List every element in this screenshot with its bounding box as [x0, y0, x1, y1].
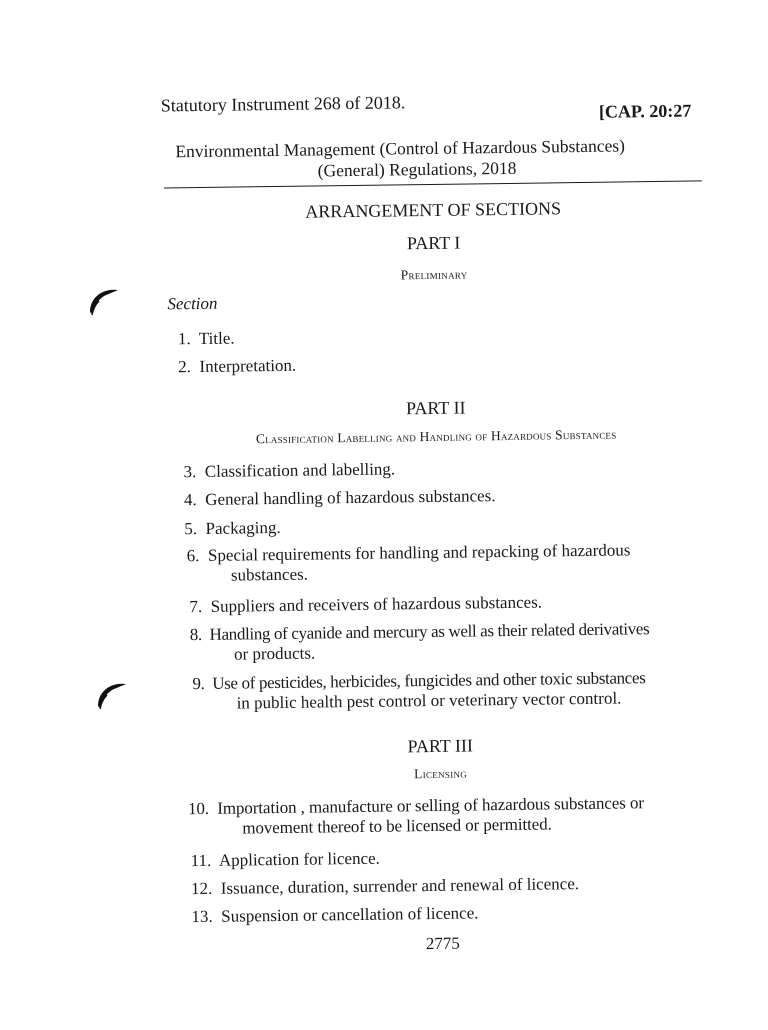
- instrument-number: Statutory Instrument 268 of 2018.: [160, 92, 406, 116]
- item-number: 9.: [192, 673, 209, 694]
- item-text: Issuance, duration, surrender and renewal of licence.: [220, 874, 580, 898]
- part-2-heading: PART II: [405, 397, 466, 419]
- item-number: 1.: [177, 329, 195, 349]
- item-text: Interpretation.: [199, 355, 297, 377]
- item-text: Special requirements for handling and repacking of hazardous: [207, 540, 631, 565]
- item-text: Suspension or cancellation of licence.: [221, 903, 479, 926]
- arrangement-heading: ARRANGEMENT OF SECTIONS: [305, 198, 562, 222]
- list-item: [192, 668, 646, 714]
- item-text: Application for licence.: [218, 848, 380, 870]
- item-text: Handling of cyanide and mercury as well as their related derivatives: [209, 619, 650, 644]
- list-item: [184, 518, 281, 539]
- list-item: [184, 486, 496, 510]
- regulation-title-line-2: (General) Regulations, 2018: [317, 157, 517, 181]
- list-item: [183, 459, 395, 482]
- item-number: 10.: [187, 798, 214, 819]
- list-item: [178, 329, 235, 350]
- item-text: Title.: [198, 328, 235, 349]
- item-text: General handling of hazardous substances.: [205, 486, 496, 509]
- section-column-label: Section: [167, 293, 218, 314]
- list-item: [191, 903, 478, 927]
- list-item: [189, 593, 542, 618]
- item-number: 12.: [190, 878, 217, 899]
- regulation-title-line-1: Environmental Management (Control of Hazardous Substances): [175, 135, 626, 162]
- list-item: [188, 793, 644, 839]
- part-2-subheading: Classification Labelling and Handling of Hazardous Substances: [255, 426, 617, 447]
- part-1-heading: PART I: [406, 232, 461, 254]
- item-text: Suppliers and receivers of hazardous substances.: [210, 592, 543, 616]
- item-continuation: or products.: [233, 643, 316, 664]
- item-text: Classification and labelling.: [204, 459, 396, 481]
- punch-hole-mark-icon: [94, 676, 134, 712]
- item-number: 5.: [184, 518, 202, 539]
- part-3-subheading: Licensing: [413, 765, 468, 782]
- item-continuation: substances.: [230, 564, 309, 585]
- item-number: 4.: [183, 489, 202, 510]
- list-item: [178, 356, 296, 378]
- item-text: Packaging.: [205, 517, 281, 538]
- list-item: [190, 619, 650, 665]
- item-number: 2.: [178, 357, 196, 377]
- list-item: [191, 874, 579, 899]
- list-item: [191, 849, 380, 871]
- item-number: 8.: [189, 624, 206, 645]
- item-number: 7.: [189, 596, 207, 617]
- part-1-subheading: Preliminary: [400, 266, 468, 283]
- page-number: 2775: [425, 933, 460, 954]
- item-number: 6.: [186, 545, 204, 566]
- item-text: Use of pesticides, herbicides, fungicides and other toxic substances: [212, 668, 646, 693]
- item-continuation: movement thereof to be licensed or permitted.: [242, 814, 552, 838]
- chapter-reference: [CAP. 20:27: [598, 100, 692, 122]
- title-divider: [164, 180, 702, 188]
- item-number: 3.: [183, 462, 201, 482]
- item-number: 11.: [190, 850, 216, 871]
- list-item: [187, 540, 631, 586]
- punch-hole-mark-icon: [86, 282, 126, 318]
- item-number: 13.: [191, 906, 218, 927]
- part-3-heading: PART III: [407, 735, 474, 757]
- item-continuation: in public health pest control or veterinary vector control.: [236, 688, 622, 713]
- item-text: Importation , manufacture or selling of hazardous substances or: [217, 793, 644, 818]
